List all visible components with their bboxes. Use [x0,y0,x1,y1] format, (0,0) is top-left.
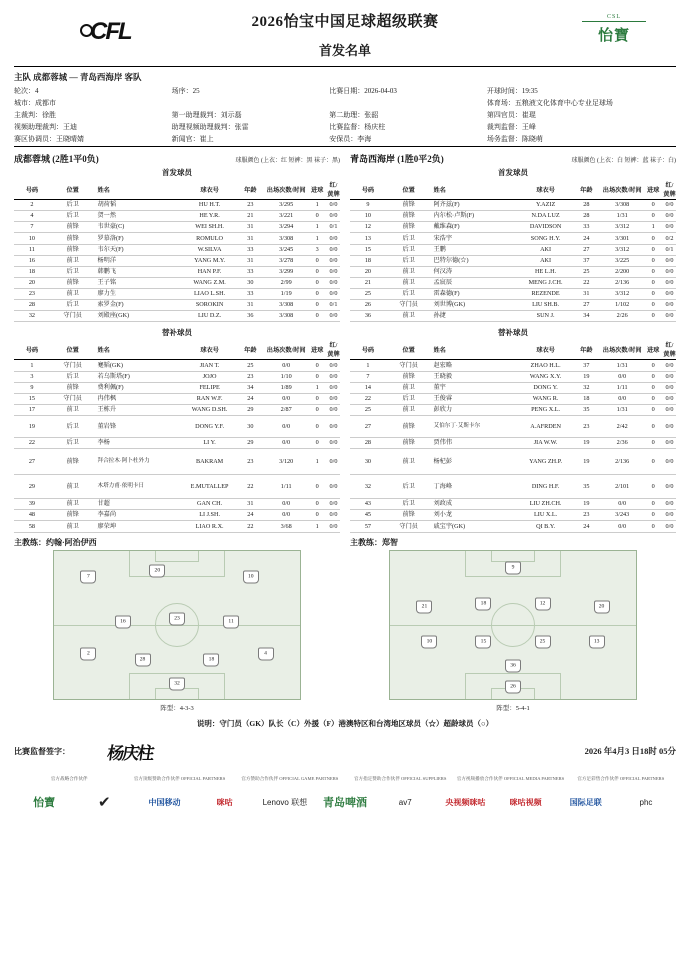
table-row: 58 前卫 廖荣坤 LIAO R.X. 22 3/68 1 0/0 [14,521,340,532]
pitch-away [389,550,637,700]
table-row: 1 守门员 赵宏略 ZHAO H.L. 37 1/31 0 0/0 [350,360,676,371]
table-row: 27 前锋 拜合拉木·阿卜杜外力 BAKRAM 23 3/120 1 0/0 [14,449,340,475]
table-row: 10 前锋 内尔松·卢斯(F) N.DA LUZ 28 1/31 0 0/0 [350,211,676,222]
team-home-name: 成都蓉城 (2胜1平0负) [14,154,99,164]
meta-coordinator: 赛区协调员：王晓晴婧 [14,135,84,143]
team-home-header [14,152,340,165]
sponsor-logo-lottery: 国际足联 [569,797,602,807]
pitch-jersey: 28 [135,654,151,667]
team-away-subs-title: 替补球员 [498,328,528,338]
meta-city: 城市：成都市 [14,99,56,107]
signature-handwriting: 杨庆柱 [105,743,154,763]
team-home-starters-table [14,179,340,322]
team-away-header [350,152,676,165]
table-row: 25 后卫 雷森德(F) REZENDE 31 3/312 0 0/0 [350,289,676,300]
table-row: 20 前卫 何汉涛 HE L.H. 25 2/200 0 0/0 [350,266,676,277]
team-home-subs [14,325,340,532]
sponsor-logo-row [14,785,676,819]
col-apps: 出场次数/时间 [601,339,643,360]
sponsor-logo-migu-video: 咪咕视频 [509,797,542,807]
table-row: 1 守门员 蹇韬(GK) JIAN T. 25 0/0 0 0/0 [14,360,340,371]
formation-home-label: 阵型：4-3-3 [160,704,194,712]
match-title: 主队 成都蓉城 — 青岛西海岸 客队 [14,72,142,82]
sponsor-logo-av7: av7 [398,797,412,807]
meta-assistant-1: 第一助理裁判：刘示磊 [171,111,242,119]
meta-round: 轮次：4 [14,87,39,95]
table-row: 3 后卫 若乌斯塔(F) JOJO 23 1/10 0 0/0 [14,371,340,382]
pitch-jersey: 32 [169,677,185,690]
table-row: 32 后卫 丁海峰 DING H.F. 35 2/101 0 0/0 [350,475,676,499]
col-num: 号码 [350,339,386,360]
teams-subs [14,325,676,532]
meta-venue-supervisor: 场务监督：陈晓萌 [486,135,543,143]
sponsor-logo-tsingtao: 青岛啤酒 [323,797,368,810]
col-shirt: 球衣号 [520,179,572,200]
col-pos: 位置 [50,179,96,200]
col-age: 年龄 [236,179,265,200]
sponsor-logo-lenovo: Lenovo 联想 [262,797,308,807]
table-row: 28 后卫 索罗金(F) SOROKIN 31 3/308 0 0/1 [14,300,340,311]
sponsor-logo-nike: ✔ [97,794,111,812]
meta-security-officer: 安保员：李海 [329,135,372,143]
table-row: 28 前锋 贾伟伟 JIA W.W. 19 2/36 0 0/0 [350,438,676,449]
col-apps: 出场次数/时间 [265,179,307,200]
col-goals: 进球 [307,179,327,200]
meta-match-commissioner: 比赛监督：杨庆柱 [329,123,386,131]
col-goals: 进球 [307,339,327,360]
team-home-subs-title: 替补球员 [162,328,192,338]
meta-stadium: 体育场：五粮液文化体育中心专业足球场 [486,99,613,107]
sponsor-logo-yibao: 怡寶 [33,797,56,810]
meta-press-officer: 新闻官：崔上 [171,135,214,143]
meta-kickoff: 开球时间：19:35 [486,87,538,95]
meta-var: 视频助理裁判：王迪 [14,123,77,131]
table-row: 21 前卫 孟宸辰 MENG J.CH. 22 2/136 0 0/0 [350,277,676,288]
sponsor-label-3: 官方指定赞助合作伙伴 OFFICIAL SUPPLIERS [353,775,447,781]
formation-away-label: 阵型：5-4-1 [496,704,530,712]
table-row: 22 后卫 李杨 LI Y. 29 0/0 0 0/0 [14,438,340,449]
meta-referee: 主裁判：徐胜 [14,111,56,119]
coach-home: 主教练：约翰·阿治伊西 [14,537,97,547]
pitch-jersey: 9 [505,562,521,575]
team-away-subs [350,325,676,532]
pitch-jersey: 18 [475,597,491,610]
team-away-subs-table [350,339,676,532]
cfl-logo: CFL [80,18,131,46]
col-num: 号码 [350,179,386,200]
sponsor-label-0: 官方战略合作伙伴 [50,775,88,781]
coach-away: 主教练：郑智 [350,537,398,547]
table-row: 45 前锋 刘小龙 LIU X.L. 23 3/243 0 0/0 [350,510,676,521]
table-row: 16 前卫 杨明洋 YANG M.Y. 31 3/278 0 0/0 [14,255,340,266]
page-title: 2026怡宝中国足球超级联赛 [251,14,439,30]
pitch-jersey: 25 [535,636,551,649]
col-cards: 红/黄牌 [327,339,340,360]
pitch-jersey: 20 [149,565,165,578]
table-row: 23 前卫 廖力生 LIAO L.SH. 33 1/19 0 0/0 [14,289,340,300]
team-away-starters-title: 首发球员 [498,168,528,177]
pitch-jersey: 4 [258,648,274,661]
team-away-name: 青岛西海岸 (1胜0平2负) [350,154,444,164]
pitch-jersey: 21 [416,600,432,613]
match-meta-grid [14,86,676,144]
team-home-kit: 球服颜色 (上衣：红 短裤：黑 袜子：黑) [235,158,340,164]
col-pos: 位置 [386,179,432,200]
table-row: 39 前卫 甘超 GAN CH. 31 0/0 0 0/0 [14,499,340,510]
sponsor-label-1: 官方顶级赞助合作伙伴 OFFICIAL PARTNERS [133,775,226,781]
sponsor-category-labels [14,776,676,783]
meta-referee-assessor: 裁判监督：王峰 [486,123,536,131]
table-row: 29 前卫 木塔力甫·依明卡日 E.MUTALLEP 22 1/11 0 0/0 [14,475,340,499]
team-home-starters-title: 首发球员 [162,168,192,177]
col-cards: 红/黄牌 [663,179,676,200]
col-pos: 位置 [50,339,96,360]
meta-fourth-official: 第四官员：崔琨 [486,111,536,119]
col-name: 姓名 [431,179,519,200]
table-row: 22 后卫 王俊睿 WANG R. 18 0/0 0 0/0 [350,393,676,404]
table-row: 26 守门员 刘世博(GK) LIU SH.B. 27 1/102 0 0/0 [350,300,676,311]
team-away-kit: 球服颜色 (上衣：白 短裤：蓝 袜子：白) [571,158,676,164]
legend-text: 说明：守门员（GK）队长（C）外援（F）港澳特区和台湾地区球员（☆）超龄球员（○） [196,718,494,728]
col-goals: 进球 [643,179,663,200]
table-row: 15 守门员 冉伟枫 RAN W.F. 24 0/0 0 0/0 [14,393,340,404]
col-apps: 出场次数/时间 [601,179,643,200]
team-home [14,152,340,322]
table-row: 14 前卫 董宇 DONG Y. 32 1/11 0 0/0 [350,382,676,393]
table-row: 9 前锋 费利佩(F) FELIPE 34 1/89 1 0/0 [14,382,340,393]
yibao-logo-text: 怡寶 [597,28,630,44]
table-row: 30 前卫 杨杞彭 YANG ZH.P. 19 2/136 0 0/0 [350,449,676,475]
col-apps: 出场次数/时间 [265,339,307,360]
team-away-starters-table [350,179,676,322]
teams-starters [14,152,676,322]
table-row: 10 前锋 罗慕洛(F) ROMULO 31 3/308 1 0/0 [14,233,340,244]
col-num: 号码 [14,339,50,360]
col-num: 号码 [14,179,50,200]
table-row: 43 后卫 刘政成 LIU ZH.CH. 19 0/0 0 0/0 [350,499,676,510]
formation-away [350,550,676,712]
signature-date: 2026 年4月3 日18时 05分 [584,746,676,756]
pitch-jersey: 18 [203,654,219,667]
pitch-jersey: 7 [80,571,96,584]
col-pos: 位置 [386,339,432,360]
pitch-jersey: 26 [505,680,521,693]
col-shirt: 球衣号 [520,339,572,360]
signature-row [14,739,676,764]
goal-box-top [155,551,199,562]
pitch-jersey: 10 [421,636,437,649]
table-row: 17 前卫 王栋升 WANG D.SH. 29 2/87 0 0/0 [14,404,340,415]
formation-home [14,550,340,712]
sponsor-label-2: 官方赞助合作伙伴 OFFICIAL GAME PARTNERS [241,775,339,781]
col-name: 姓名 [95,339,183,360]
col-cards: 红/黄牌 [663,339,676,360]
sponsor-label-4: 官方视频播放合作伙伴 OFFICIAL MEDIA PARTNERS [456,775,565,781]
header-divider [14,66,676,67]
meta-order: 场序：25 [171,87,200,95]
sponsor-logo-cctv-video: 央视频咪咕 [445,797,486,807]
league-sponsor-logo [582,14,646,54]
pitch-jersey: 12 [535,597,551,610]
pitch-jersey: 20 [594,600,610,613]
table-row: 9 前锋 阿齐兹(F) Y.AZIZ 28 3/308 0 0/0 [350,200,676,211]
team-away [350,152,676,322]
table-row: 4 后卫 贺一然 HE Y.R. 21 3/221 0 0/0 [14,211,340,222]
col-goals: 进球 [643,339,663,360]
pitch-jersey: 10 [243,571,259,584]
table-row: 18 后卫 韩鹏飞 HAN P.F. 33 3/299 0 0/0 [14,266,340,277]
sponsor-logo-china-mobile: 中国移动 [148,797,181,807]
signature-label: 比赛监督签字： [14,746,70,756]
pitch-jersey: 2 [80,648,96,661]
table-row: 36 前卫 孙捷 SUN J. 34 2/26 0 0/0 [350,311,676,322]
table-row: 7 前锋 韦世豪(C) WEI SH.H. 31 3/294 1 0/1 [14,222,340,233]
pitch-jersey: 16 [115,615,131,628]
pitch-jersey: 23 [169,612,185,625]
sponsor-logo-migu: 咪咕 [216,797,233,807]
table-row: 18 后卫 巴特尔德(☆) AKI 37 3/225 0 0/0 [350,255,676,266]
page-header [14,0,676,64]
table-row: 32 守门员 刘殿座(GK) LIU D.Z. 36 3/308 0 0/0 [14,311,340,322]
goal-box-top [491,551,535,562]
table-row: 25 前卫 彭欣力 PENG X.L. 35 1/31 0 0/0 [350,404,676,415]
pitch-jersey: 13 [589,636,605,649]
table-row: 48 前锋 李嘉尚 LI J.SH. 24 0/0 0 0/0 [14,510,340,521]
col-age: 年龄 [572,179,601,200]
table-row: 11 前锋 韦尔天(F) W.SILVA 33 3/245 3 0/0 [14,244,340,255]
meta-date: 比赛日期：2026-04-03 [329,87,397,95]
col-shirt: 球衣号 [184,179,236,200]
table-row: 7 前锋 王晓毅 WANG X.Y. 19 0/0 0 0/0 [350,371,676,382]
center-circle [491,603,535,647]
meta-divider [14,146,676,147]
meta-assistant-2: 第二助理：张韶 [329,111,379,119]
sponsor-label-5: 官方足彩售合作伙伴 OFFICIAL PARTNERS [577,775,665,781]
meta-avar: 助理视频助理裁判：张雷 [171,123,249,131]
pitch-jersey: 11 [223,615,239,628]
team-home-subs-table [14,339,340,532]
col-age: 年龄 [572,339,601,360]
pitch-home [53,550,301,700]
table-row: 57 守门员 戚宝宇(GK) QI B.Y. 24 0/0 0 0/0 [350,521,676,532]
col-name: 姓名 [95,179,183,200]
table-row: 15 后卫 王鹏 AKI 27 3/312 0 0/1 [350,244,676,255]
table-row: 19 后卫 董岩锋 DONG Y.F. 30 0/0 0 0/0 [14,416,340,438]
table-row: 13 后卫 宋浩宇 SONG H.Y. 24 3/301 0 0/2 [350,233,676,244]
formations-row [14,550,676,712]
csl-logo-text: CSL [582,14,646,22]
page-subtitle: 首发名单 [318,43,371,58]
col-cards: 红/黄牌 [327,179,340,200]
table-row: 27 前锋 艾伯尔丁·艾斯卡尔 A.AFRDEN 23 2/42 0 0/0 [350,416,676,438]
table-row: 2 后卫 胡荷韬 HU H.T. 23 3/295 1 0/0 [14,200,340,211]
pitch-jersey: 15 [475,636,491,649]
col-shirt: 球衣号 [184,339,236,360]
table-row: 20 前锋 王子铭 WANG Z.M. 30 2/99 0 0/0 [14,277,340,288]
col-name: 姓名 [431,339,519,360]
pitch-jersey: 36 [505,659,521,672]
sponsor-logo-phc: phc [639,797,653,807]
coaches-row [14,537,676,548]
col-age: 年龄 [236,339,265,360]
table-row: 12 前锋 戴维森(F) DAVIDSON 33 3/312 1 0/0 [350,222,676,233]
